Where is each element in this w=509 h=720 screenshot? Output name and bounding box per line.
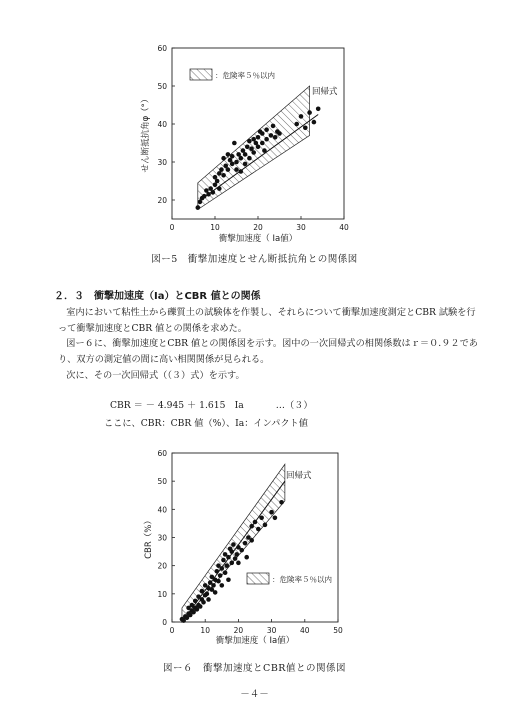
data-point xyxy=(264,127,269,132)
data-point xyxy=(232,141,237,146)
data-point xyxy=(206,192,211,197)
x-tick-label: 10 xyxy=(210,223,220,232)
data-point xyxy=(294,122,299,127)
data-point xyxy=(211,583,216,588)
figure-5-caption: 図ー5 衝撃加速度とせん断抵抗角との関係図 xyxy=(151,254,358,265)
page-number: －４－ xyxy=(240,689,269,700)
data-point xyxy=(299,114,304,119)
legend-swatch xyxy=(247,573,269,584)
y-tick-label: 20 xyxy=(157,196,167,205)
data-point xyxy=(224,563,229,568)
data-point xyxy=(196,205,201,210)
data-point xyxy=(273,135,278,140)
x-axis-label: 衝撃加速度（ Ia値） xyxy=(218,234,298,244)
y-tick-label: 10 xyxy=(157,589,167,599)
data-point xyxy=(230,162,235,167)
data-point xyxy=(217,186,222,191)
regression-equation xyxy=(110,397,313,411)
data-point xyxy=(303,126,308,131)
x-tick-label: 40 xyxy=(339,223,349,232)
data-point xyxy=(216,579,221,584)
paragraph-1: 室内において粘性土から礫質土の試験体を作製し、それらについて衝撃加速度測定とCBR 試験を行って衝撃加速度とCBR 値との関係を求めた。 xyxy=(58,307,476,334)
data-point xyxy=(263,523,268,528)
data-point xyxy=(264,137,269,142)
data-point xyxy=(279,500,284,505)
data-point xyxy=(213,590,218,595)
data-point xyxy=(307,110,312,115)
data-point xyxy=(215,179,220,184)
data-point xyxy=(262,148,267,153)
data-point xyxy=(243,162,248,167)
y-tick-label: 40 xyxy=(157,120,167,129)
data-point xyxy=(273,515,278,520)
data-point xyxy=(201,600,206,605)
data-point xyxy=(234,552,239,557)
data-point xyxy=(223,570,228,575)
data-point xyxy=(239,548,244,553)
data-point xyxy=(234,160,239,165)
y-tick-label: 50 xyxy=(157,477,167,487)
data-point xyxy=(249,538,254,543)
x-axis-label: 衝撃加速度（ Ia値） xyxy=(215,636,295,646)
data-point xyxy=(251,150,256,155)
paragraph-2: 図ー６に、衝撃加速度とCBR 値との関係図を示す。図中の一次回帰式の相関係数はｒ＝０.９２であり、双方の測定値の間に高い相関関係が見られる。 xyxy=(58,338,478,365)
data-point xyxy=(243,152,248,157)
legend-label: ：危険率５％以内 xyxy=(215,71,275,80)
data-point xyxy=(236,561,241,566)
data-point xyxy=(243,541,248,546)
regression-line xyxy=(198,115,318,202)
data-point xyxy=(206,597,211,602)
data-point xyxy=(215,569,220,574)
data-point xyxy=(218,573,223,578)
data-point xyxy=(226,555,231,560)
y-tick-label: 60 xyxy=(157,44,167,53)
data-point xyxy=(260,131,265,136)
data-point xyxy=(271,124,276,129)
x-tick-label: 50 xyxy=(333,626,343,635)
data-point xyxy=(256,145,261,150)
section-heading: ２．３ 衝撃加速度（Ia）とCBR 値との関係 xyxy=(54,291,261,302)
y-axis-label: せん断抵抗角φ（°） xyxy=(141,94,151,173)
x-tick-label: 30 xyxy=(296,223,306,232)
data-point xyxy=(233,556,238,561)
data-point xyxy=(200,589,205,594)
figure-6-chart xyxy=(0,442,509,662)
data-point xyxy=(220,566,225,571)
data-point xyxy=(253,520,258,525)
data-point xyxy=(245,145,250,150)
data-point xyxy=(249,524,254,529)
y-tick-label: 30 xyxy=(157,533,167,543)
x-tick-label: 0 xyxy=(169,223,175,232)
y-tick-label: 20 xyxy=(157,561,167,571)
data-point xyxy=(226,152,231,157)
data-point xyxy=(221,173,226,178)
x-tick-label: 20 xyxy=(253,223,263,232)
x-tick-label: 30 xyxy=(266,626,277,635)
data-point xyxy=(256,135,261,140)
data-point xyxy=(316,107,321,112)
y-tick-label: 0 xyxy=(162,618,167,627)
equation-legend: ここに、CBR：CBR 値（%）、Ia：インパクト値 xyxy=(104,418,308,429)
figure-6-caption: 図ー６ 衝撃加速度とCBR値との関係図 xyxy=(163,663,346,674)
data-point xyxy=(239,156,244,161)
data-point xyxy=(277,131,282,136)
y-tick-label: 50 xyxy=(157,82,167,91)
data-point xyxy=(269,510,274,515)
legend-label: ：危険率５％以内 xyxy=(272,575,332,584)
data-point xyxy=(229,561,234,566)
data-point xyxy=(234,167,239,172)
x-tick-label: 0 xyxy=(169,626,175,635)
data-point xyxy=(239,169,244,174)
equation-number: …（３） xyxy=(275,400,313,411)
x-tick-label: 40 xyxy=(300,626,310,635)
equation-body: CBR ＝ － 4.945 ＋ 1.615 Ia xyxy=(110,400,244,411)
data-point xyxy=(221,558,226,563)
data-point xyxy=(230,154,235,159)
data-point xyxy=(219,167,224,172)
data-point xyxy=(226,577,231,582)
data-point xyxy=(229,549,234,554)
x-tick-label: 10 xyxy=(200,626,210,635)
figure-5-chart xyxy=(0,0,509,250)
data-point xyxy=(198,604,203,609)
data-point xyxy=(205,592,210,597)
data-point xyxy=(260,141,265,146)
regression-label: 回帰式 xyxy=(312,87,338,97)
data-point xyxy=(256,527,261,532)
paragraph-3: 次に、その一次回帰式（（３）式）を示す。 xyxy=(66,370,245,381)
x-tick-label: 20 xyxy=(233,626,244,635)
data-point xyxy=(193,599,198,604)
regression-label: 回帰式 xyxy=(286,471,312,481)
y-tick-label: 30 xyxy=(157,158,167,167)
legend-swatch xyxy=(190,69,212,80)
data-point xyxy=(220,583,225,588)
data-point xyxy=(202,194,207,199)
data-point xyxy=(211,190,216,195)
data-point xyxy=(226,167,231,172)
y-tick-label: 40 xyxy=(157,505,167,515)
data-point xyxy=(244,555,249,560)
y-axis-label: CBR（%） xyxy=(144,516,154,559)
data-point xyxy=(247,139,252,144)
data-point xyxy=(312,120,317,125)
data-point xyxy=(231,542,236,547)
data-point xyxy=(269,133,274,138)
data-point xyxy=(247,156,252,161)
data-point xyxy=(221,156,226,161)
data-point xyxy=(259,515,264,520)
y-tick-label: 60 xyxy=(157,449,167,458)
